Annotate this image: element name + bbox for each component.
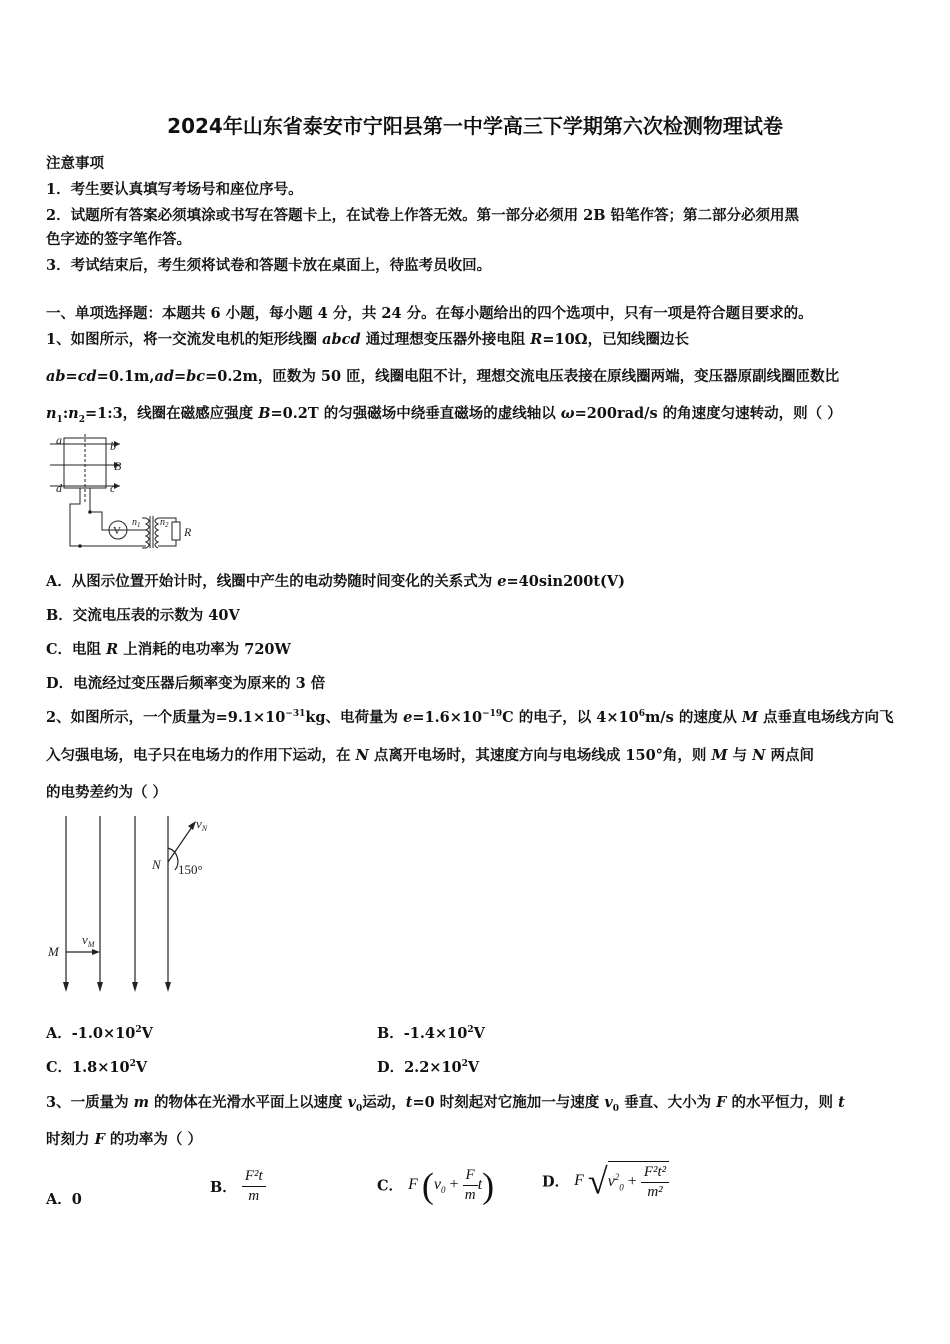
label-m: M — [48, 944, 59, 959]
q2-option-d-exp: 2 — [461, 1059, 468, 1070]
q3-line-1 — [46, 1091, 916, 1112]
q3-option-c — [377, 1164, 494, 1206]
q1-option-c-text: C．电阻 — [46, 641, 107, 658]
primary-wire — [142, 518, 146, 548]
q1-omega: ω — [560, 405, 575, 422]
arrow-head — [92, 949, 100, 955]
q3-line-2 — [46, 1128, 916, 1149]
q2-option-d-unit: V — [467, 1059, 480, 1076]
label-B: B — [114, 459, 122, 473]
expr-fraction — [463, 1167, 478, 1204]
expr-f: F — [574, 1171, 584, 1189]
fraction-numerator: F — [463, 1167, 478, 1186]
q1-option-a-e: e — [497, 573, 507, 590]
q1-b: B — [258, 405, 271, 422]
q1-ad: ad — [154, 368, 174, 385]
q2-option-d-text: D．2.2×10 — [377, 1059, 462, 1076]
notice-item-1: 1．考生要认真填写考场号和座位序号。 — [46, 181, 303, 198]
q2-option-a-exp: 2 — [135, 1025, 142, 1036]
q1-option-a-text: A．从图示位置开始计时，线圈中产生的电动势随时间变化的关系式为 — [46, 573, 498, 590]
q1-option-c-r: R — [106, 641, 119, 658]
arrow-head — [165, 982, 171, 992]
q2-option-b — [377, 1022, 485, 1043]
label-n2-sub: 2 — [165, 521, 169, 529]
page-title: 2024年山东省泰安市宁阳县第一中学高三下学期第六次检测物理试卷 — [167, 114, 783, 138]
label-c: c — [110, 481, 116, 495]
q2-text: C 的电子，以 4×10 — [502, 709, 639, 726]
terminal-dot — [88, 510, 92, 514]
q1-line-1 — [46, 328, 916, 349]
q3-text: 时刻力 — [46, 1131, 95, 1148]
q3-text: =0 时刻起对它施加一与速度 — [412, 1094, 605, 1111]
q1-text: =200rad/s 的角速度匀速转动，则（ ） — [574, 405, 842, 422]
q1-option-c-text: 上消耗的电功率为 720W — [118, 641, 291, 658]
q1-text: =0.1m, — [96, 368, 155, 385]
q3-f: F — [716, 1094, 727, 1111]
label-n1 — [132, 517, 141, 529]
label-d: d — [56, 481, 62, 495]
q3-option-d-expr — [574, 1161, 669, 1201]
q2-option-b-unit: V — [473, 1025, 485, 1042]
q3-t: t — [838, 1094, 845, 1111]
q2-text: 入匀强电场，电子只在电场力的作用下运动，在 — [46, 747, 356, 764]
label-vn-sub: N — [201, 824, 208, 833]
label-vm-main: v — [82, 932, 88, 947]
q2-option-c-exp: 2 — [129, 1059, 136, 1070]
q3-option-b-label: B． — [210, 1179, 237, 1196]
q3-option-b-fraction — [242, 1168, 266, 1205]
q1-n2-sub: 2 — [78, 414, 85, 425]
label-R: R — [184, 525, 192, 539]
q3-t: t — [405, 1094, 413, 1111]
q2-option-a — [46, 1022, 153, 1043]
q1-cd: cd — [77, 368, 97, 385]
q1-text: =1:3，线圈在磁感应强度 — [84, 405, 259, 422]
arrow-head — [132, 982, 138, 992]
q3-text: 的水平恒力，则 — [726, 1094, 839, 1111]
q2-option-c-text: C．1.8×10 — [46, 1059, 130, 1076]
q3-v: v — [347, 1094, 357, 1111]
q2-option-b-exp: 2 — [467, 1025, 474, 1036]
q1-text: 通过理想变压器外接电阻 — [360, 331, 531, 348]
label-vm-sub: M — [87, 940, 95, 949]
resistor — [172, 522, 180, 540]
q3-text: 的功率为（ ） — [104, 1131, 202, 1148]
q1-text: =10Ω，已知线圈边长 — [542, 331, 690, 348]
expr-t: t — [477, 1175, 483, 1193]
q3-v-sub: 0 — [356, 1103, 363, 1114]
q1-text: =0.2T 的匀强磁场中绕垂直磁场的虚线轴以 — [270, 405, 561, 422]
q1-n1-sub: 1 — [56, 414, 63, 425]
expr-v-sub: 0 — [619, 1182, 624, 1193]
secondary-coil — [155, 518, 158, 548]
q1-text: 1、如图所示，将一交流发电机的矩形线圈 — [46, 331, 323, 348]
notice-heading: 注意事项 — [46, 155, 104, 172]
q2-e: e — [403, 709, 413, 726]
q3-option-c-expr — [408, 1165, 495, 1205]
q3-text: 垂直、大小为 — [619, 1094, 717, 1111]
q1-text: = — [174, 368, 187, 385]
q2-option-a-unit: V — [141, 1025, 153, 1042]
q2-text: 与 — [727, 747, 753, 764]
q2-figure — [40, 812, 230, 998]
q1-ab: ab — [46, 368, 66, 385]
label-a: a — [56, 433, 62, 447]
expr-v-sub: 0 — [441, 1184, 446, 1195]
q2-exp: −19 — [482, 709, 503, 720]
q3-text: 的物体在光滑水平面上以速度 — [148, 1094, 348, 1111]
expr-v: v — [433, 1175, 441, 1193]
q2-option-c — [46, 1056, 147, 1077]
q1-n2: n — [68, 405, 79, 422]
q1-option-a — [46, 570, 916, 591]
label-n1-main: n — [132, 517, 137, 528]
q2-exp: 6 — [638, 709, 645, 720]
q1-bc: bc — [186, 368, 206, 385]
sqrt-sign: √ — [587, 1161, 608, 1201]
q1-text: =0.2m，匝数为 50 匝，线圈电阻不计，理想交流电压表接在原线圈两端，变压器原副线圈匝数比 — [205, 368, 840, 385]
q3-option-b — [210, 1168, 266, 1205]
fraction-numerator: F²t — [242, 1168, 266, 1187]
q2-option-c-unit: V — [135, 1059, 148, 1076]
label-vm — [82, 932, 96, 949]
q2-m: M — [741, 709, 758, 726]
arrow-head — [97, 982, 103, 992]
q2-exp: −31 — [285, 709, 306, 720]
q1-coil: abcd — [322, 331, 361, 348]
label-n: N — [152, 857, 161, 872]
expr-f: F — [408, 1175, 418, 1193]
q1-r: R — [530, 331, 543, 348]
terminal-dot — [78, 544, 82, 548]
q2-option-d — [377, 1056, 479, 1077]
label-vn — [196, 816, 208, 833]
q3-v: v — [604, 1094, 613, 1111]
q3-option-a: A．0 — [46, 1191, 82, 1208]
q2-line-3: 的电势差约为（ ） — [46, 784, 168, 801]
q3-option-d — [542, 1160, 669, 1202]
arrow-head — [63, 982, 69, 992]
q2-n: N — [355, 747, 369, 764]
expr-plus: + — [627, 1173, 637, 1191]
notice-item-2a: 2．试题所有答案必须填涂或书写在答题卡上，在试卷上作答无效。第一部分必须用 2B 铅笔作答；第二部分必须用黑 — [46, 207, 800, 224]
q1-text: : — [62, 405, 69, 422]
arrow-head — [188, 821, 196, 830]
expr-v-sup: 2 — [614, 1171, 620, 1182]
fraction-denominator: m² — [647, 1184, 663, 1200]
q1-option-b: B．交流电压表的示数为 40V — [46, 607, 240, 624]
label-V: V — [113, 525, 121, 537]
q1-option-c — [46, 638, 916, 659]
fraction-denominator: m — [464, 1186, 476, 1203]
paren-right: ) — [482, 1165, 495, 1205]
q2-text: 2、如图所示，一个质量为=9.1×10 — [46, 709, 286, 726]
q3-text: 运动， — [362, 1094, 406, 1111]
sqrt-body — [608, 1161, 669, 1201]
q1-text: = — [65, 368, 78, 385]
q2-text: m/s 的速度从 — [644, 709, 742, 726]
q1-figure — [46, 432, 206, 554]
q3-option-c-label: C． — [377, 1177, 404, 1195]
expr-plus: + — [449, 1175, 459, 1193]
q2-option-a-text: A．-1.0×10 — [46, 1025, 136, 1042]
vn-vector — [168, 824, 194, 862]
q2-line-1 — [46, 706, 916, 727]
primary-coil — [146, 518, 149, 548]
q2-text: 点垂直电场线方向飞 — [757, 709, 894, 726]
paren-left: ( — [421, 1165, 434, 1205]
q3-v-sub: 0 — [612, 1103, 620, 1114]
q2-text: =1.6×10 — [412, 709, 483, 726]
q2-text: 点离开电场时，其速度方向与电场线成 150°角，则 — [368, 747, 712, 764]
label-n2-main: n — [160, 517, 165, 528]
fraction-denominator: m — [248, 1188, 260, 1204]
label-n1-sub: 1 — [137, 521, 141, 529]
label-n2 — [160, 517, 169, 529]
q3-text: 3、一质量为 — [46, 1094, 134, 1111]
expr-fraction — [641, 1164, 669, 1201]
expr-v: v — [607, 1173, 615, 1191]
q3-f: F — [94, 1131, 105, 1148]
label-b: b — [110, 439, 116, 453]
q2-text: 两点间 — [765, 747, 814, 764]
q2-option-b-text: B．-1.4×10 — [377, 1025, 468, 1042]
q3-option-d-label: D． — [542, 1173, 570, 1191]
q2-line-2 — [46, 744, 916, 765]
q1-line-2 — [46, 365, 916, 386]
label-angle: 150° — [178, 862, 203, 877]
notice-item-3: 3．考试结束后，考生须将试卷和答题卡放在桌面上，待监考员收回。 — [46, 257, 492, 274]
q3-m: m — [133, 1094, 149, 1111]
q2-m: M — [711, 747, 728, 764]
section-heading: 一、单项选择题：本题共 6 小题，每小题 4 分，共 24 分。在每小题给出的四个选项中，只有一项是符合题目要求的。 — [46, 305, 813, 322]
q1-option-d: D．电流经过变压器后频率变为原来的 3 倍 — [46, 675, 326, 692]
q1-option-a-text: =40sin200t(V) — [506, 573, 626, 590]
notice-item-2b: 色字迹的签字笔作答。 — [46, 231, 191, 248]
q2-n: N — [752, 747, 766, 764]
fraction-numerator: F²t² — [641, 1164, 669, 1183]
q1-line-3 — [46, 402, 916, 423]
q2-text: kg、电荷量为 — [305, 709, 404, 726]
label-vn-main: v — [196, 816, 202, 831]
q1-n1: n — [46, 405, 57, 422]
